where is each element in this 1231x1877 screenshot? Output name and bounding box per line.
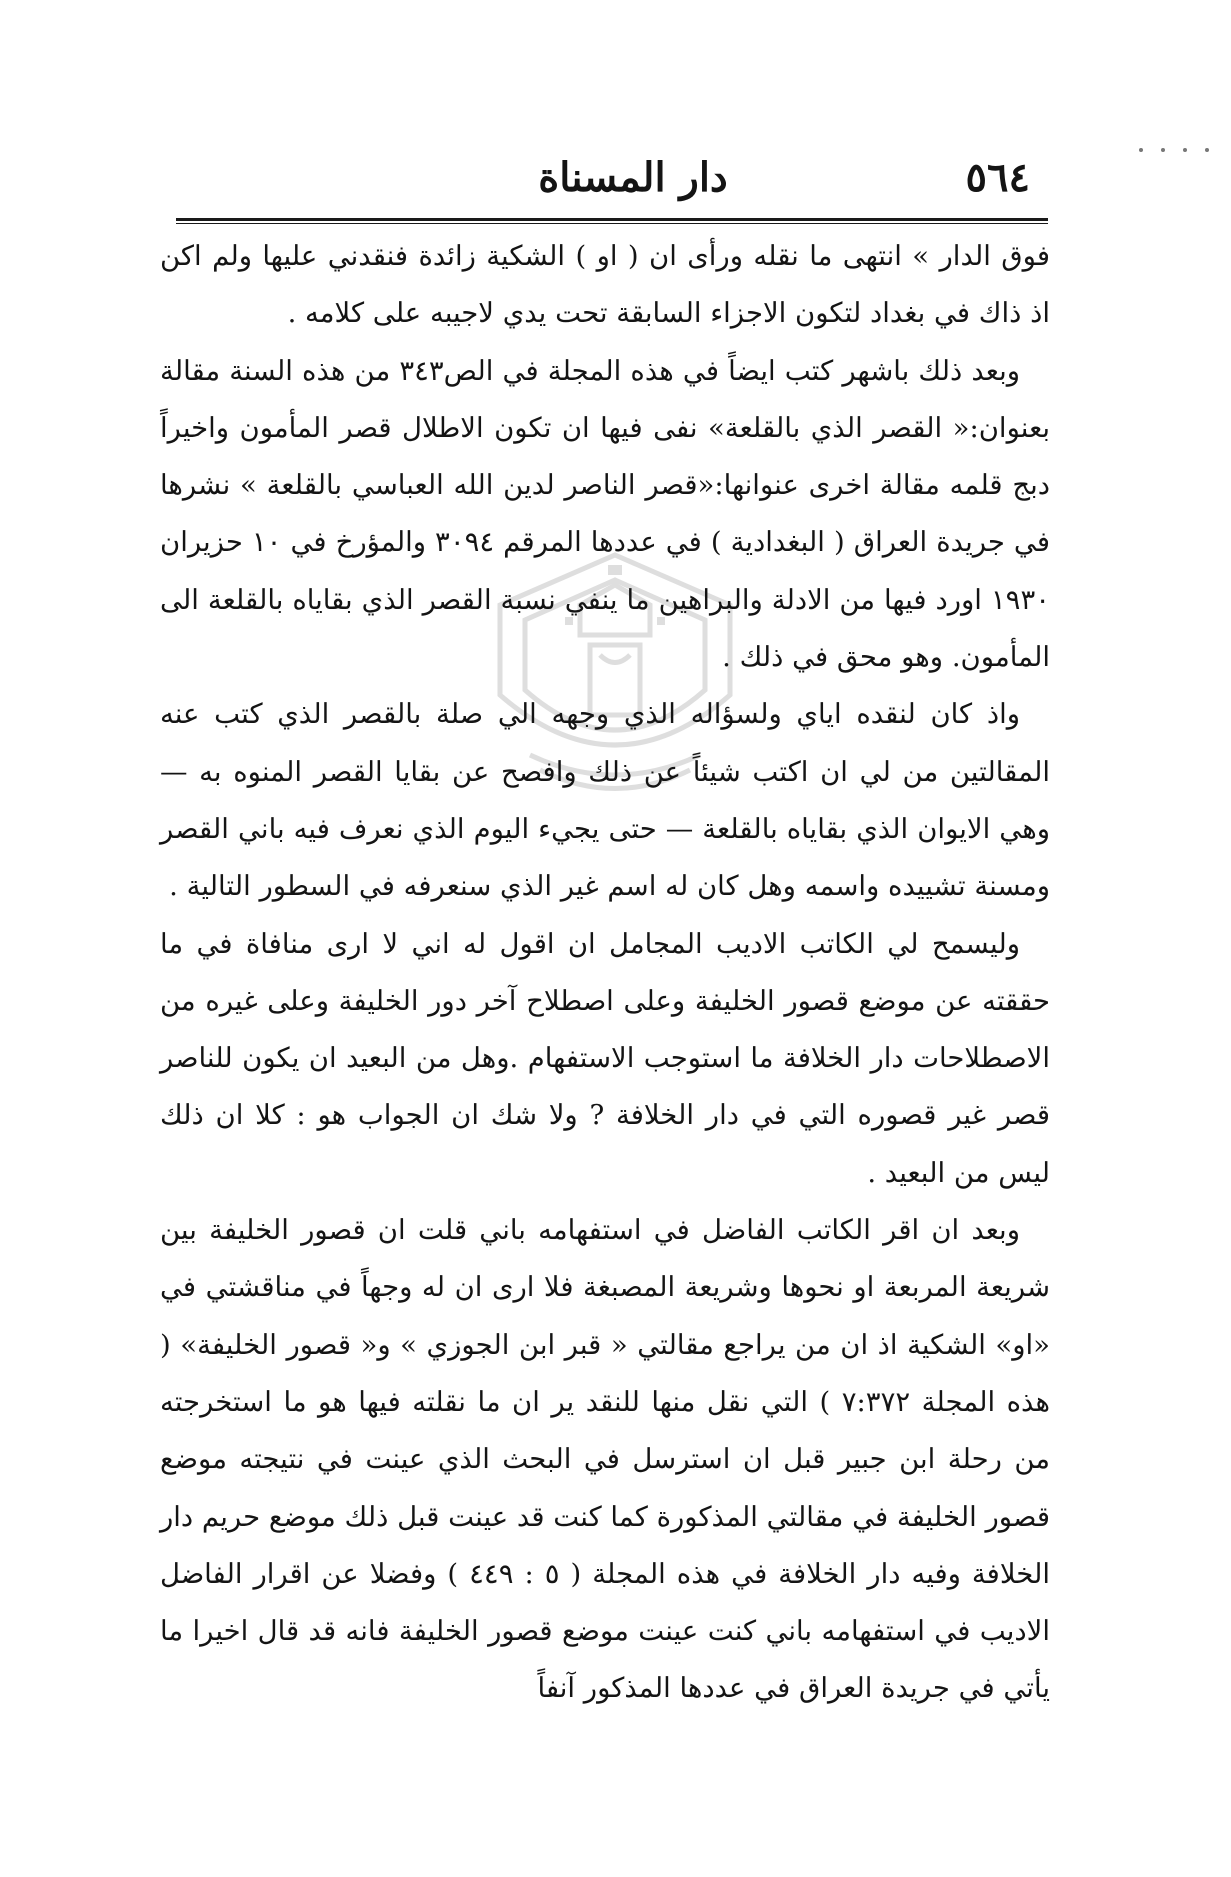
page-number: ٥٦٤ <box>965 154 1030 201</box>
running-title: دار المسناة <box>538 154 728 201</box>
paragraph-5: وبعد ان اقر الكاتب الفاضل في استفهامه باني قلت ان قصور الخليفة بين شريعة المربعة او نحوها وشريعة المصبغة فلا ارى ان له وجهاً في مناقشتي في «او» الشكية اذ ان من يراجع مقالتي « قبر ابن الجوزي » و« قصور الخليفة» ( هذه المجلة ٧:٣٧٢ ) التي نقل منها للنقد ير ان ما نقلته فيها هو ما استخرجته من رحلة ابن جبير قبل ان استرسل في البحث الذي عينت في نتيجته موضع قصور الخليفة في مقالتي المذكورة كما كنت قد عينت قبل ذلك موضع حريم دار الخلافة وفيه دار الخلافة في هذه المجلة ( ٥ : ٤٤٩ ) وفضلا عن اقرار الفاضل الاديب في استفهامه باني كنت عينت موضع قصور الخليفة فانه قد قال اخيرا ما يأتي في جريدة العراق في عددها المذكور آنفاً <box>160 1214 1051 1705</box>
paragraph-2: وبعد ذلك باشهر كتب ايضاً في هذه المجلة في الص٣٤٣ من هذه السنة مقالة بعنوان:« القصر الذي بالقلعة» نفى فيها ان تكون الاطلال قصر المأمون واخيراً دبج قلمه مقالة اخرى عنوانها:«قصر الناصر لدين الله العباسي بالقلعة » نشرها في جريدة العراق ( البغدادية ) في عددها المرقم ٣٠٩٤ والمؤرخ في ١٠ حزيران ١٩٣٠ اورد فيها من الادلة والبراهين ما ينفي نسبة القصر الذي بقاياه بالقلعة الى المأمون. وهو محق في ذلك . <box>160 354 1050 674</box>
header-divider-thin <box>176 223 1048 224</box>
paragraph-1: فوق الدار » انتهى ما نقله ورأى ان ( او ) الشكية زائدة فنقدني عليها ولم اكن اذ ذاك في بغداد لتكون الاجزاء السابقة تحت يدي لاجيبه على كلامه . <box>160 240 1050 330</box>
paragraph-4: وليسمح لي الكاتب الاديب المجامل ان اقول له اني لا ارى منافاة في ما حققته عن موضع قصور الخليفة وعلى اصطلاح آخر دور الخليفة وعلى غيره من الاصطلاحات دار الخلافة ما استوجب الاستفهام .وهل من البعيد ان يكون للناصر قصر غير قصوره التي في دار الخلافة ? ولا شك ان الجواب هو : كلا ان ذلك ليس من البعيد . <box>160 927 1050 1189</box>
paragraph-3: واذ كان لنقده اياي ولسؤاله الذي وجهه الي صلة بالقصر الذي كتب عنه المقالتين من لي ان اكتب شيئاً عن ذلك وافصح عن بقايا القصر المنوه به — وهي الايوان الذي بقاياه بالقلعة — حتى يجيء اليوم الذي نعرف فيه باني القصر ومسنة تشييده واسمه وهل كان له اسم غير الذي سنعرفه في السطور التالية . <box>160 698 1051 903</box>
header-divider <box>176 218 1048 221</box>
article-body <box>160 228 1050 1718</box>
scan-artifact-dots <box>1139 148 1209 154</box>
page-header <box>168 150 1048 212</box>
